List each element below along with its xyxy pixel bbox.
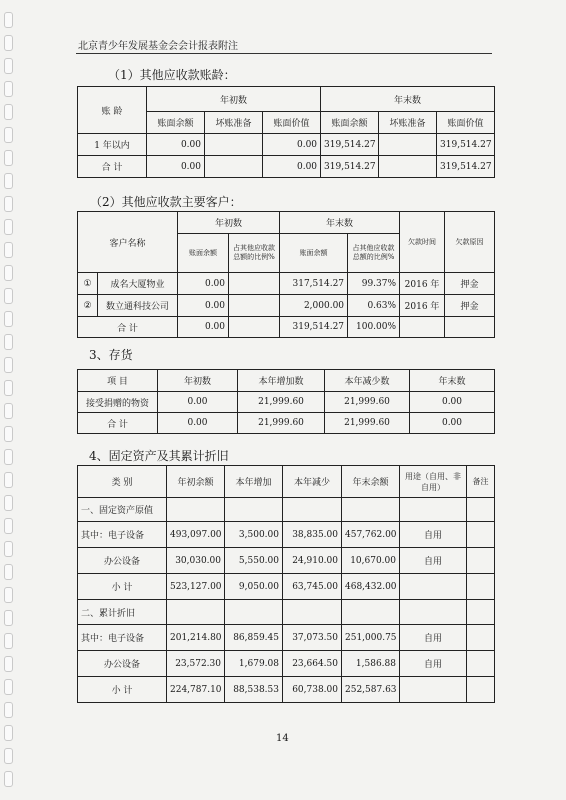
cell: 21,999.60 xyxy=(238,392,325,413)
cell: 523,127.00 xyxy=(167,574,225,600)
binding-holes xyxy=(4,0,14,800)
col-age: 账 龄 xyxy=(78,87,147,134)
cell: 38,835.00 xyxy=(283,522,342,548)
cell: 319,514.27 xyxy=(437,156,495,178)
cell xyxy=(400,317,445,338)
cell: 21,999.60 xyxy=(325,413,410,434)
binding-hole xyxy=(4,610,13,626)
binding-hole xyxy=(4,196,13,212)
sub-header: 占其他应收款总额的比例% xyxy=(229,234,280,273)
binding-hole xyxy=(4,633,13,649)
binding-hole xyxy=(4,426,13,442)
cell xyxy=(445,317,495,338)
cell xyxy=(467,651,495,677)
section-2-title: （2）其他应收款主要客户： xyxy=(90,195,242,209)
binding-hole xyxy=(4,311,13,327)
binding-hole xyxy=(4,242,13,258)
cell: 0.00 xyxy=(263,134,321,156)
cell: 一、固定资产原值 xyxy=(78,498,167,522)
table-row xyxy=(78,317,495,338)
cell: 1,679.08 xyxy=(225,651,283,677)
table-row xyxy=(78,498,495,522)
table-row xyxy=(78,625,495,651)
row-number: ① xyxy=(78,273,98,295)
sub-header: 账面余额 xyxy=(147,112,205,134)
binding-hole xyxy=(4,748,13,764)
binding-hole xyxy=(4,702,13,718)
binding-hole xyxy=(4,334,13,350)
cell: 5,550.00 xyxy=(225,548,283,574)
cell: 23,572.30 xyxy=(167,651,225,677)
sub-header: 坏账准备 xyxy=(379,112,437,134)
cell xyxy=(400,574,467,600)
cell xyxy=(467,600,495,625)
sub-header: 账面价值 xyxy=(437,112,495,134)
cell: 办公设备 xyxy=(78,548,167,574)
sub-header: 账面价值 xyxy=(263,112,321,134)
cell xyxy=(467,498,495,522)
binding-hole xyxy=(4,541,13,557)
table-row xyxy=(78,134,495,156)
cell: 0.00 xyxy=(410,413,495,434)
cell xyxy=(225,498,283,522)
binding-hole xyxy=(4,403,13,419)
cell: 100.00% xyxy=(348,317,400,338)
binding-hole xyxy=(4,35,13,51)
cell xyxy=(342,600,400,625)
cell xyxy=(467,574,495,600)
section-3-title: 3、存货 xyxy=(89,348,133,362)
cell: 60,738.00 xyxy=(283,677,342,703)
col-header: 年初数 xyxy=(158,370,238,392)
cell: 37,073.50 xyxy=(283,625,342,651)
cell: 457,762.00 xyxy=(342,522,400,548)
binding-hole xyxy=(4,173,13,189)
cell: 30,030.00 xyxy=(167,548,225,574)
cell: 9,050.00 xyxy=(225,574,283,600)
aging-table xyxy=(77,86,495,178)
cell: 319,514.27 xyxy=(437,134,495,156)
cell xyxy=(400,600,467,625)
binding-hole xyxy=(4,104,13,120)
cell xyxy=(467,522,495,548)
cell: 自用 xyxy=(400,548,467,574)
table-row xyxy=(78,295,495,317)
cell: 合 计 xyxy=(78,413,158,434)
cell: 小 计 xyxy=(78,677,167,703)
cell: 自用 xyxy=(400,625,467,651)
col-header: 本年减少数 xyxy=(325,370,410,392)
binding-hole xyxy=(4,495,13,511)
table-row xyxy=(78,548,495,574)
cell: 0.00 xyxy=(178,317,229,338)
customer-name: 成名大厦物业 xyxy=(98,273,178,295)
cell: 自用 xyxy=(400,651,467,677)
binding-hole xyxy=(4,12,13,28)
col-header: 本年减少 xyxy=(283,466,342,498)
table-row xyxy=(78,600,495,625)
report-header: 北京青少年发展基金会会计报表附注 xyxy=(78,41,238,52)
cell: 0.00 xyxy=(158,392,238,413)
cell: 0.63% xyxy=(348,295,400,317)
cell: 24,910.00 xyxy=(283,548,342,574)
cell: 押金 xyxy=(445,295,495,317)
col-header: 年末数 xyxy=(410,370,495,392)
sub-header: 账面余额 xyxy=(178,234,229,273)
cell xyxy=(467,677,495,703)
cell xyxy=(229,295,280,317)
col-reason: 欠款原因 xyxy=(445,212,495,273)
col-header: 本年增加数 xyxy=(238,370,325,392)
customer-name: 数立通科技公司 xyxy=(98,295,178,317)
cell: 21,999.60 xyxy=(325,392,410,413)
cell: 317,514.27 xyxy=(280,273,348,295)
header-rule xyxy=(76,53,492,54)
binding-hole xyxy=(4,518,13,534)
table-row xyxy=(78,392,495,413)
page-number: 14 xyxy=(276,733,289,744)
col-header: 项 目 xyxy=(78,370,158,392)
sub-header: 账面余额 xyxy=(321,112,379,134)
cell: 23,664.50 xyxy=(283,651,342,677)
section-1-title: （1）其他应收款账龄： xyxy=(108,68,236,82)
binding-hole xyxy=(4,587,13,603)
binding-hole xyxy=(4,656,13,672)
cell: 224,787.10 xyxy=(167,677,225,703)
fixed-assets-table xyxy=(77,465,495,703)
cell xyxy=(342,498,400,522)
sub-header: 占其他应收款总额的比例% xyxy=(348,234,400,273)
cell: 1,586.88 xyxy=(342,651,400,677)
cell xyxy=(400,498,467,522)
group-begin: 年初数 xyxy=(147,87,321,112)
binding-hole xyxy=(4,380,13,396)
col-header: 用途（自用、非自用） xyxy=(400,466,467,498)
cell: 99.37% xyxy=(348,273,400,295)
cell: 319,514.27 xyxy=(321,156,379,178)
binding-hole xyxy=(4,725,13,741)
cell xyxy=(167,600,225,625)
binding-hole xyxy=(4,150,13,166)
cell xyxy=(400,677,467,703)
cell: 其中：电子设备 xyxy=(78,625,167,651)
binding-hole xyxy=(4,449,13,465)
group-end: 年末数 xyxy=(280,212,400,234)
cell xyxy=(379,134,437,156)
cell: 办公设备 xyxy=(78,651,167,677)
cell: 小 计 xyxy=(78,574,167,600)
cell xyxy=(167,498,225,522)
group-begin: 年初数 xyxy=(178,212,280,234)
col-time: 欠款时间 xyxy=(400,212,445,273)
cell: 其中：电子设备 xyxy=(78,522,167,548)
cell xyxy=(225,600,283,625)
cell: 251,000.75 xyxy=(342,625,400,651)
cell: 319,514.27 xyxy=(280,317,348,338)
binding-hole xyxy=(4,564,13,580)
cell: 2016 年 xyxy=(400,295,445,317)
binding-hole xyxy=(4,265,13,281)
cell: 10,670.00 xyxy=(342,548,400,574)
cell xyxy=(229,317,280,338)
cell: 86,859.45 xyxy=(225,625,283,651)
col-header: 年末余额 xyxy=(342,466,400,498)
table-row xyxy=(78,651,495,677)
col-header: 类 别 xyxy=(78,466,167,498)
cell: 0.00 xyxy=(178,295,229,317)
customers-table xyxy=(77,211,495,338)
table-row xyxy=(78,273,495,295)
cell xyxy=(205,134,263,156)
cell: 0.00 xyxy=(147,134,205,156)
cell: 2016 年 xyxy=(400,273,445,295)
cell: 2,000.00 xyxy=(280,295,348,317)
col-header: 备注 xyxy=(467,466,495,498)
binding-hole xyxy=(4,679,13,695)
binding-hole xyxy=(4,771,13,787)
binding-hole xyxy=(4,357,13,373)
cell: 0.00 xyxy=(263,156,321,178)
section-4-title: 4、固定资产及其累计折旧 xyxy=(89,449,229,463)
cell: 二、累计折旧 xyxy=(78,600,167,625)
sub-header: 账面余额 xyxy=(280,234,348,273)
cell: 押金 xyxy=(445,273,495,295)
cell: 0.00 xyxy=(178,273,229,295)
col-header: 年初余额 xyxy=(167,466,225,498)
cell: 接受捐赠的物资 xyxy=(78,392,158,413)
binding-hole xyxy=(4,127,13,143)
group-end: 年末数 xyxy=(321,87,495,112)
col-customer-name: 客户名称 xyxy=(78,212,178,273)
cell xyxy=(205,156,263,178)
row-label: 合 计 xyxy=(78,156,147,178)
binding-hole xyxy=(4,472,13,488)
cell: 493,097.00 xyxy=(167,522,225,548)
binding-hole xyxy=(4,219,13,235)
cell: 201,214.80 xyxy=(167,625,225,651)
sub-header: 坏账准备 xyxy=(205,112,263,134)
cell: 0.00 xyxy=(147,156,205,178)
table-row xyxy=(78,677,495,703)
row-number: ② xyxy=(78,295,98,317)
cell xyxy=(283,600,342,625)
cell xyxy=(379,156,437,178)
binding-hole xyxy=(4,81,13,97)
cell: 319,514.27 xyxy=(321,134,379,156)
inventory-table xyxy=(77,369,495,434)
cell xyxy=(467,548,495,574)
cell xyxy=(283,498,342,522)
binding-hole xyxy=(4,288,13,304)
cell: 0.00 xyxy=(158,413,238,434)
table-row xyxy=(78,156,495,178)
cell: 21,999.60 xyxy=(238,413,325,434)
cell: 468,432.00 xyxy=(342,574,400,600)
cell xyxy=(467,625,495,651)
cell xyxy=(229,273,280,295)
binding-hole xyxy=(4,58,13,74)
row-label: 合 计 xyxy=(78,317,178,338)
table-row xyxy=(78,522,495,548)
cell: 88,538.53 xyxy=(225,677,283,703)
cell: 0.00 xyxy=(410,392,495,413)
table-row xyxy=(78,574,495,600)
cell: 自用 xyxy=(400,522,467,548)
row-label: 1 年以内 xyxy=(78,134,147,156)
cell: 63,745.00 xyxy=(283,574,342,600)
cell: 252,587.63 xyxy=(342,677,400,703)
cell: 3,500.00 xyxy=(225,522,283,548)
col-header: 本年增加 xyxy=(225,466,283,498)
table-row xyxy=(78,413,495,434)
